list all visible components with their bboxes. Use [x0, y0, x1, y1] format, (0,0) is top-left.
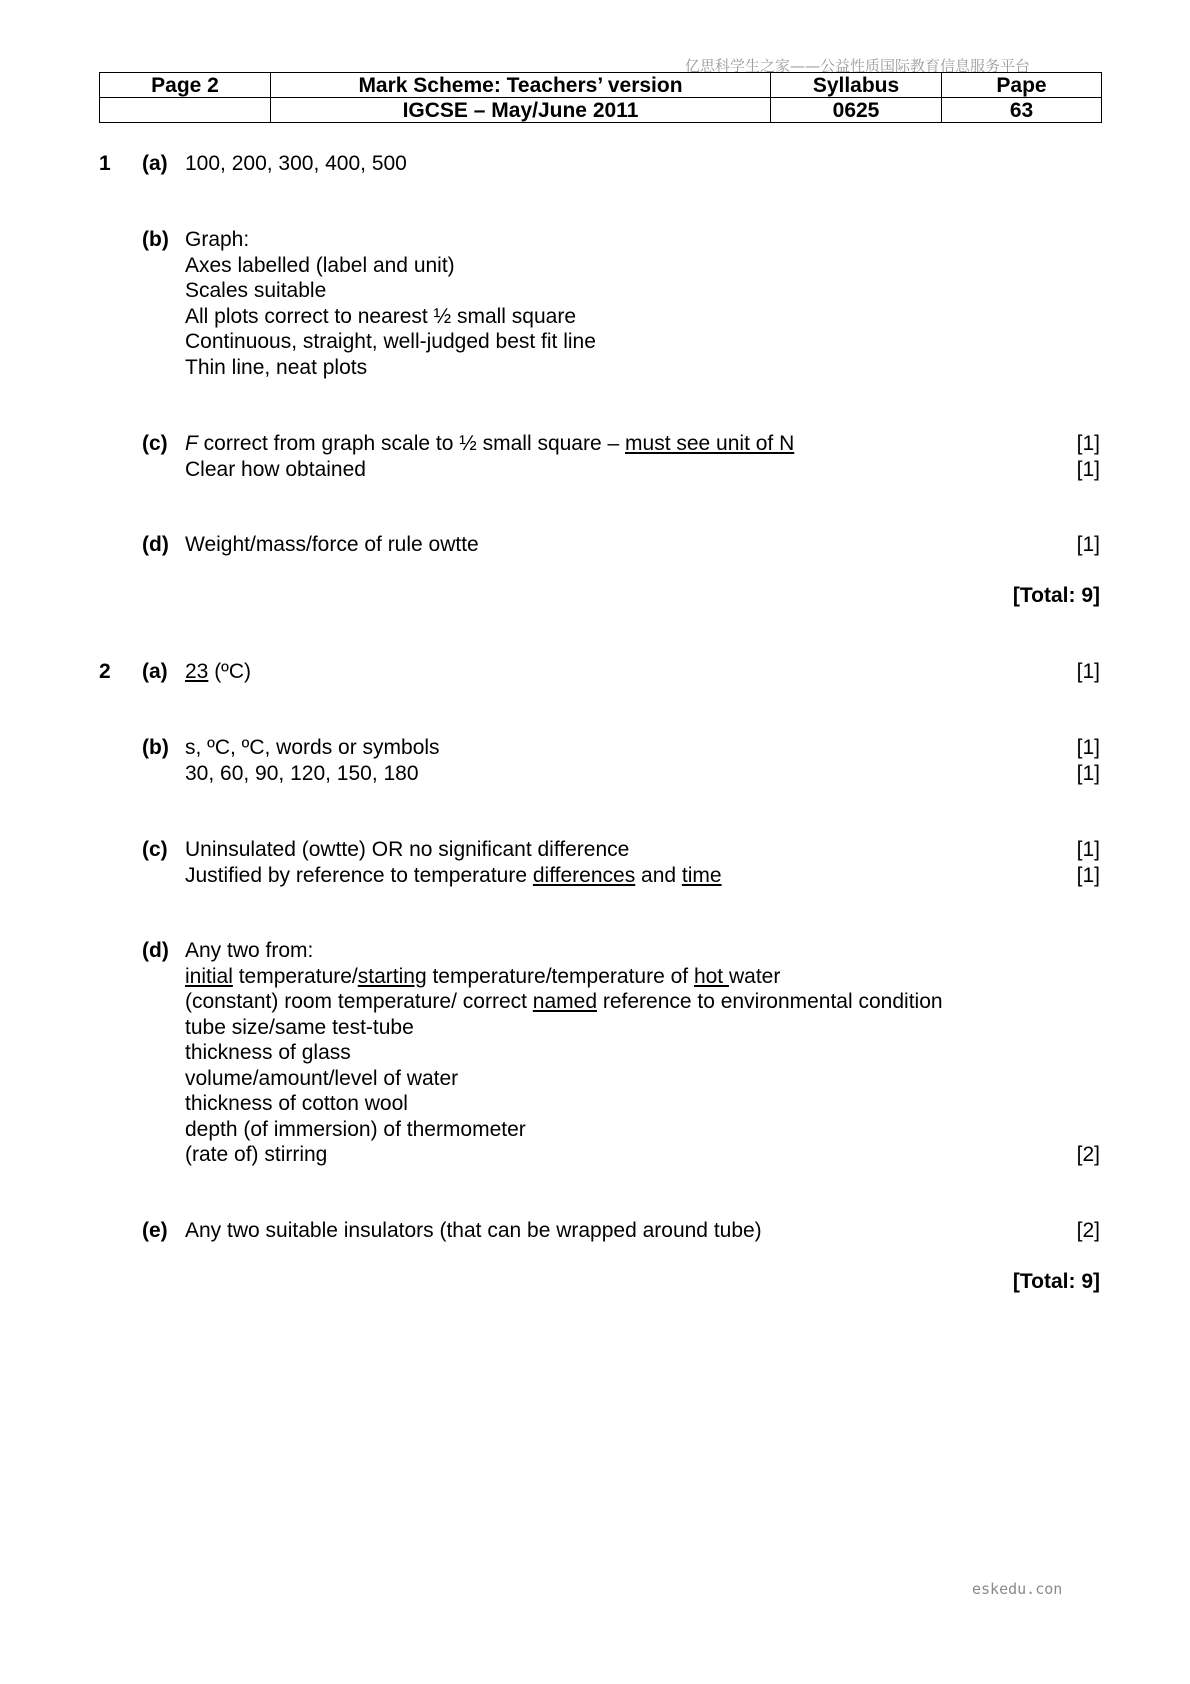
q2-d-mark: [2] — [1076, 1143, 1100, 1166]
q2-total: [Total: 9] — [1012, 1270, 1100, 1293]
q1-b-line: All plots correct to nearest ½ small square — [185, 304, 577, 328]
watermark-bottom: eskedu.con — [972, 1580, 1063, 1598]
q1-part-d-text: Weight/mass/force of rule owtte — [185, 533, 479, 556]
q1-part-b-text — [185, 227, 596, 380]
q1-b-line: Thin line, neat plots — [185, 355, 368, 379]
force-symbol: F — [185, 432, 198, 455]
header-paper-label: Pape — [942, 73, 1102, 98]
q1-c-underlined: must see unit of N — [625, 432, 795, 455]
q2-d-line-1 — [185, 964, 943, 990]
header-table — [99, 72, 1102, 123]
q1-part-c-text — [185, 431, 794, 482]
q2-d-line: volume/amount/level of water — [185, 1066, 459, 1090]
mark: [1] — [1076, 863, 1100, 887]
q2-d-underlined-named: named — [532, 990, 598, 1013]
mark: [1] — [1076, 432, 1100, 455]
header-syllabus-label: Syllabus — [771, 73, 942, 98]
q2-a-mark: [1] — [1076, 660, 1100, 683]
mark: [1] — [1076, 761, 1100, 785]
q2-c-line-2 — [185, 863, 722, 889]
header-page: Page 2 — [100, 73, 271, 98]
q2-d-text: water — [728, 964, 781, 988]
q2-part-b-text — [185, 735, 440, 786]
q2-c-text-b: and — [635, 863, 682, 887]
mark: [1] — [1076, 736, 1100, 759]
q2-d-line: thickness of cotton wool — [185, 1092, 408, 1115]
q2-part-a-text — [185, 659, 251, 685]
q2-part-e-text: Any two suitable insulators (that can be wrapped around tube) — [185, 1219, 762, 1242]
q1-b-line: Scales suitable — [185, 279, 327, 302]
q2-part-b-label: (b) — [142, 736, 169, 759]
q2-b-marks — [1077, 735, 1100, 786]
q2-part-c-text — [185, 837, 722, 888]
q2-b-line: s, ºC, ºC, words or symbols — [185, 736, 440, 759]
mark: [1] — [1076, 457, 1100, 481]
header-exam: IGCSE – May/June 2011 — [271, 98, 771, 123]
q2-c-line-1: Uninsulated (owtte) OR no significant difference — [185, 838, 630, 861]
q2-b-line: 30, 60, 90, 120, 150, 180 — [185, 761, 419, 785]
q1-d-mark: [1] — [1076, 533, 1100, 556]
q1-part-b-label: (b) — [142, 228, 169, 251]
q2-part-d-label: (d) — [142, 939, 169, 962]
q2-c-underlined-differences: differences — [532, 863, 636, 887]
header-row-1 — [100, 73, 1102, 98]
header-title: Mark Scheme: Teachers’ version — [271, 73, 771, 98]
q2-d-line-2 — [185, 989, 943, 1015]
q1-b-line: Continuous, straight, well-judged best fit line — [185, 330, 596, 353]
q2-d-underlined-starting: starting — [357, 964, 427, 988]
question-1-number: 1 — [99, 152, 111, 175]
q2-d-text: temperature/temperature of — [426, 964, 694, 988]
q1-c-line-1-text: correct from graph scale to ½ small square – — [197, 432, 626, 455]
q2-d-line: depth (of immersion) of thermometer — [185, 1117, 526, 1141]
q1-c-line-2: Clear how obtained — [185, 457, 366, 481]
header-syllabus-code: 0625 — [771, 98, 942, 123]
q1-part-a-text: 100, 200, 300, 400, 500 — [185, 152, 407, 175]
q2-part-c-label: (c) — [142, 838, 168, 861]
q2-c-underlined-time: time — [681, 863, 722, 887]
header-paper-number: 63 — [942, 98, 1102, 123]
q2-d-intro: Any two from: — [185, 939, 314, 962]
q2-a-unit: (ºC) — [208, 660, 252, 683]
q2-d-text: (constant) room temperature/ correct — [185, 990, 533, 1013]
mark: [1] — [1076, 838, 1100, 861]
q1-c-marks — [1077, 431, 1100, 482]
q2-d-underlined-hot: hot — [693, 964, 729, 988]
q2-part-e-label: (e) — [142, 1219, 168, 1242]
q2-d-underlined-initial: initial — [185, 964, 233, 988]
q1-part-d-label: (d) — [142, 533, 169, 556]
q2-e-mark: [2] — [1076, 1219, 1100, 1242]
q2-d-line: (rate of) stirring — [185, 1143, 328, 1166]
q2-part-d-text — [185, 938, 943, 1168]
q2-a-underlined: 23 — [185, 660, 209, 683]
header-empty-cell — [100, 98, 271, 123]
q2-d-line: thickness of glass — [185, 1041, 351, 1064]
header-row-2 — [100, 98, 1102, 123]
q1-part-a-label: (a) — [142, 152, 168, 175]
question-2-number: 2 — [99, 660, 111, 683]
q2-part-a-label: (a) — [142, 660, 168, 683]
q2-c-marks — [1077, 837, 1100, 888]
q2-d-text: reference to environmental condition — [597, 990, 943, 1013]
q2-c-text-a: Justified by reference to temperature — [185, 863, 533, 887]
q1-total: [Total: 9] — [1012, 584, 1100, 607]
q2-d-text: temperature/ — [232, 964, 358, 988]
q1-part-c-label: (c) — [142, 432, 168, 455]
q1-c-line-1 — [185, 431, 794, 457]
q1-b-line: Graph: — [185, 228, 250, 251]
q2-d-line: tube size/same test-tube — [185, 1015, 414, 1039]
watermark-top: 亿思科学生之家——公益性质国际教育信息服务平台 — [685, 57, 1031, 75]
q1-b-line: Axes labelled (label and unit) — [185, 253, 455, 277]
